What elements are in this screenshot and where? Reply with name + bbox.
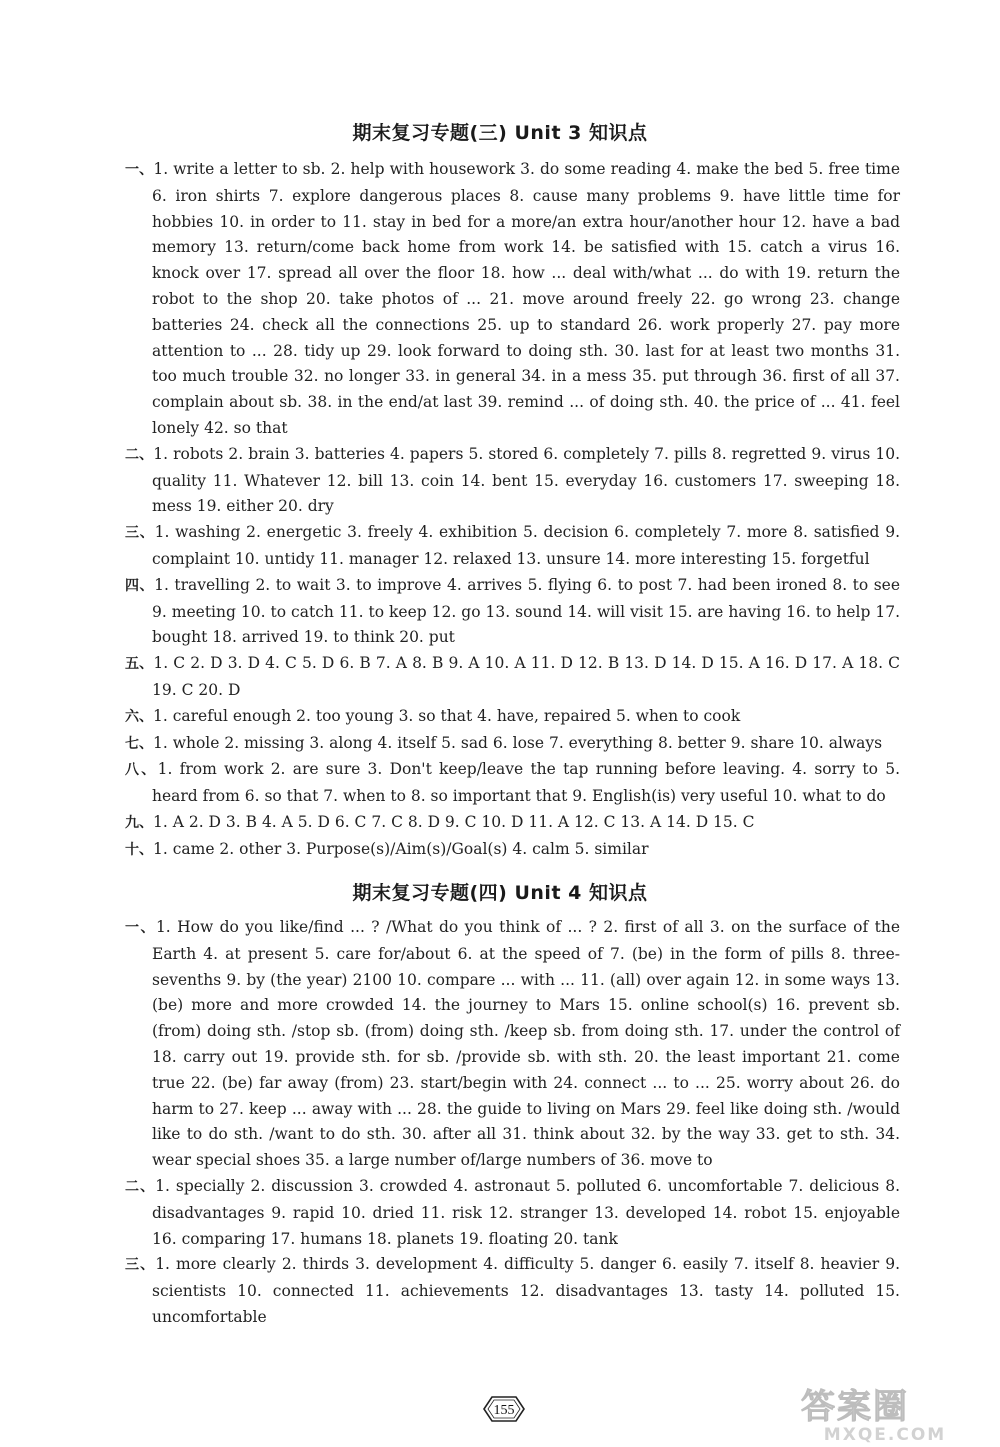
page-number (480, 1394, 528, 1424)
part-answers: 1. whole 2. missing 3. along 4. itself 5. sad 6. lose 7. everything 8. better 9. share 10. always (153, 733, 883, 752)
part-answers: 1. How do you like/find ... ? /What do you think of ... ? 2. first of all 3. on the surface of the Earth 4. at present 5. care for/about 6. at the speed of 7. (be) in the form of pills 8. three-sevenths 9. by (the year) 2100 10. compare ... with ... 11. (all) over again 12. in some ways 13. (be) more and more crowded 14. the journey to Mars 15. online school(s) 16. prevent sb. (from) doing sth. /stop sb. (from) doing sth. /keep sb. from doing sth. 17. under the control of 18. carry out 19. provide sth. for sb. /provide sb. with sth. 20. the least important 21. come true 22. (be) far away (from) 23. start/begin with 24. connect ... to ... 25. worry about 26. do harm to 27. keep ... away with ... 28. the guide to living on Mars 29. feel like doing sth. /would like to do sth. /want to do sth. 30. after all 31. think about 32. by the way 33. get to sth. 34. wear special shoes 35. a large number of/large numbers of 36. move to (152, 918, 900, 1170)
part-marker: 八、 (125, 762, 158, 779)
part-answers: 1. A 2. D 3. B 4. A 5. D 6. C 7. C 8. D 9. C 10. D 11. A 12. C 13. A 14. D 15. C (153, 812, 755, 831)
section-title-unit4: 期末复习专题(四) Unit 4 知识点 (352, 882, 648, 904)
part-5 (125, 651, 900, 704)
page-number-badge-icon (480, 1394, 528, 1424)
part-marker: 九、 (125, 814, 153, 831)
part-answers: 1. washing 2. energetic 3. freely 4. exhibition 5. decision 6. completely 7. more 8. satisfied 9. complaint 10. untidy 11. manager 12. relaxed 13. unsure 14. more interesting 15. forgetful (152, 523, 900, 568)
part-7 (125, 731, 900, 758)
part-8 (125, 757, 900, 810)
part-answers: 1. C 2. D 3. D 4. C 5. D 6. B 7. A 8. B 9. A 10. A 11. D 12. B 13. D 14. D 15. A 16. D 17. A 18. C 19. C 20. D (152, 654, 900, 699)
part-answers: 1. write a letter to sb. 2. help with housework 3. do some reading 4. make the bed 5. free time 6. iron shirts 7. explore dangerous places 8. cause many problems 9. have little time for hobbies 10. in order to 11. stay in bed for a more/an extra hour/another hour 12. have a bad memory 13. return/come back home from work 14. be satisfied with 15. catch a virus 16. knock over 17. spread all over the floor 18. how ... deal with/what ... do with 19. return the robot to the shop 20. take photos of ... 21. move around freely 22. go wrong 23. change batteries 24. check all the connections 25. up to standard 26. work properly 27. pay more attention to ... 28. tidy up 29. look forward to doing sth. 30. last for at least two months 31. too much trouble 32. no longer 33. in general 34. in a mess 35. put through 36. first of all 37. complain about sb. 38. in the end/at last 39. remind ... of doing sth. 40. the price of ... 41. feel lonely 42. so that (152, 160, 901, 437)
part-marker: 四、 (125, 577, 155, 594)
part-marker: 一、 (125, 162, 154, 178)
page-number-text: 155 (493, 1403, 515, 1418)
part-10 (125, 837, 900, 864)
part-marker: 六、 (125, 708, 153, 725)
part-3 (125, 1252, 900, 1330)
part-answers: 1. came 2. other 3. Purpose(s)/Aim(s)/Goal(s) 4. calm 5. similar (153, 839, 649, 858)
part-marker: 三、 (125, 525, 155, 542)
part-marker: 三、 (125, 1257, 156, 1274)
section-title-unit3: 期末复习专题(三) Unit 3 知识点 (352, 122, 648, 144)
part-2 (125, 442, 900, 520)
part-6 (125, 704, 900, 731)
part-1 (125, 157, 901, 442)
part-9 (125, 810, 900, 837)
part-1 (125, 915, 900, 1174)
svg-text:MXQE.COM: MXQE.COM (823, 1425, 947, 1444)
section-unit3-answers (125, 157, 900, 864)
svg-text:答案圈: 答案圈 (801, 1387, 909, 1427)
part-answers: 1. from work 2. are sure 3. Don't keep/leave the tap running before leaving. 4. sorry to 5. heard from 6. so that 7. when to 8. so important that 9. English(is) very useful 10. what to do (152, 760, 900, 806)
section-unit4-answers (125, 915, 900, 1331)
part-marker: 五、 (125, 656, 154, 673)
part-marker: 二、 (125, 1178, 156, 1195)
part-answers: 1. careful enough 2. too young 3. so that 4. have, repaired 5. when to cook (153, 706, 741, 725)
part-3 (125, 520, 900, 573)
part-marker: 十、 (125, 841, 153, 858)
part-answers: 1. specially 2. discussion 3. crowded 4. astronaut 5. polluted 6. uncomfortable 7. delicious 8. disadvantages 9. rapid 10. dried 11. risk 12. stranger 13. developed 14. robot 15. enjoyable 16. comparing 17. humans 18. planets 19. floating 20. tank (152, 1176, 900, 1248)
part-answers: 1. more clearly 2. thirds 3. development 4. difficulty 5. danger 6. easily 7. itself 8. heavier 9. scientists 10. connected 11. achievements 12. disadvantages 13. tasty 14. polluted 15. uncomfortable (152, 1255, 900, 1326)
part-marker: 一、 (125, 920, 156, 936)
watermark-logo (735, 1382, 985, 1444)
part-answers: 1. travelling 2. to wait 3. to improve 4. arrives 5. flying 6. to post 7. had been ironed 8. to see 9. meeting 10. to catch 11. to keep 12. go 13. sound 14. will visit 15. are having 16. to help 17. bought 18. arrived 19. to think 20. put (152, 575, 901, 647)
part-4 (125, 573, 901, 651)
part-answers: 1. robots 2. brain 3. batteries 4. papers 5. stored 6. completely 7. pills 8. regretted 9. virus 10. quality 11. Whatever 12. bill 13. coin 14. bent 15. everyday 16. customers 17. sweeping 18. mess 19. either 20. dry (152, 444, 900, 516)
part-marker: 七、 (125, 735, 153, 752)
part-2 (125, 1174, 900, 1252)
part-marker: 二、 (125, 446, 154, 463)
